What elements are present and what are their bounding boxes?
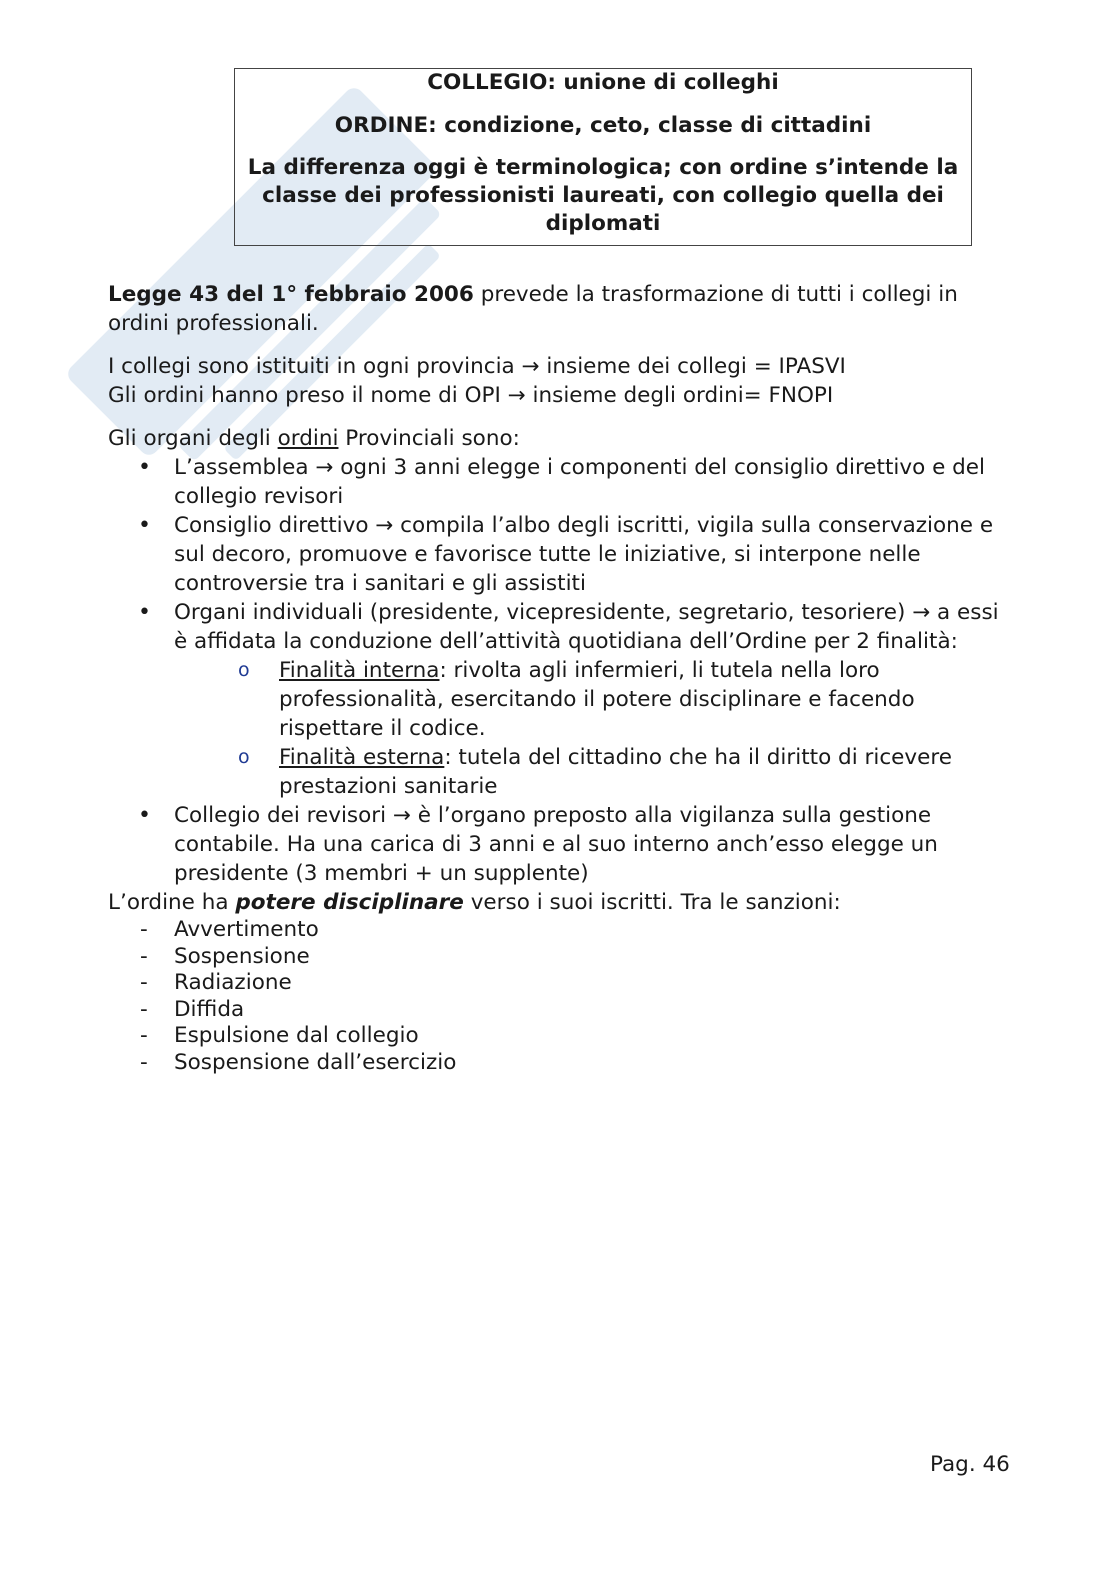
bullet-icon: • <box>138 803 151 828</box>
sanctions-list <box>108 917 1008 1076</box>
list-item: • Organi individuali (presidente, vicepresidente, segretario, tesoriere) → a essi è affidata la conduzione dell’attività quotidiana dell’Ordine per 2 finalità: o Finalità interna: rivolta agli infermieri, li tutela nella loro professionalità, esercitando il potere disciplinare e facendo rispettare il codice. o Finalità esterna: tutela del cittadino che ha il diritto di ricevere prestazioni sanitarie <box>108 598 1008 801</box>
box-difference-line: La differenza oggi è terminologica; con ordine s’intende la classe dei professionisti laureati, con collegio quella dei diplomati <box>247 155 959 236</box>
sub-list-item: o Finalità esterna: tutela del cittadino che ha il diritto di ricevere prestazioni sanitarie <box>238 745 952 799</box>
page-number: Pag. 46 <box>930 1452 1010 1477</box>
list-item: - Radiazione <box>140 970 292 995</box>
finalita-list <box>108 656 1008 801</box>
list-item: - Sospensione dall’esercizio <box>140 1049 457 1075</box>
organs-intro: Gli organi degli ordini Provinciali sono: <box>108 426 520 451</box>
list-item: • Collegio dei revisori → è l’organo preposto alla vigilanza sulla gestione contabile. Ha una carica di 3 anni e al suo interno anch’esso elegge un presidente (3 membri + un supplente) <box>138 803 938 886</box>
list-item: - Sospensione <box>140 943 310 969</box>
list-item: - Espulsione dal collegio <box>140 1023 419 1048</box>
potere-disciplinare: potere disciplinare <box>235 890 464 915</box>
organs-list <box>108 453 1008 888</box>
box-collegio-line: COLLEGIO: unione di colleghi <box>427 70 779 95</box>
list-item: - Avvertimento <box>140 917 319 942</box>
law-paragraph <box>108 280 1008 338</box>
circle-bullet-icon: o <box>238 746 250 768</box>
main-content <box>108 280 1008 1076</box>
bullet-icon: • <box>138 455 151 480</box>
sub-list-item: o Finalità interna: rivolta agli infermieri, li tutela nella loro professionalità, esercitando il potere disciplinare e facendo rispettare il codice. <box>238 658 915 741</box>
definition-box <box>234 68 972 246</box>
bullet-icon: • <box>138 600 151 625</box>
circle-bullet-icon: o <box>238 659 250 681</box>
ordini-underlined: ordini <box>277 426 339 451</box>
box-ordine-line: ORDINE: condizione, ceto, classe di cittadini <box>334 113 872 138</box>
law-text: prevede la trasformazione di tutti i collegi in ordini professionali. <box>108 282 958 336</box>
law-title: Legge 43 del 1° febbraio 2006 <box>108 282 474 307</box>
bullet-icon: • <box>138 513 151 538</box>
ordini-line: Gli ordini hanno preso il nome di OPI → insieme degli ordini= FNOPI <box>108 383 834 408</box>
collegi-line: I collegi sono istituiti in ogni provincia → insieme dei collegi = IPASVI <box>108 354 846 379</box>
list-item: • L’assemblea → ogni 3 anni elegge i componenti del consiglio direttivo e del collegio revisori <box>138 455 985 509</box>
list-item: - Diffida <box>140 996 245 1022</box>
discipline-intro: L’ordine ha potere disciplinare verso i suoi iscritti. Tra le sanzioni: <box>108 890 841 915</box>
list-item: • Consiglio direttivo → compila l’albo degli iscritti, vigila sulla conservazione e sul decoro, promuove e favorisce tutte le iniziative, si interpone nelle controversie tra i sanitari e gli assistiti <box>138 513 994 596</box>
